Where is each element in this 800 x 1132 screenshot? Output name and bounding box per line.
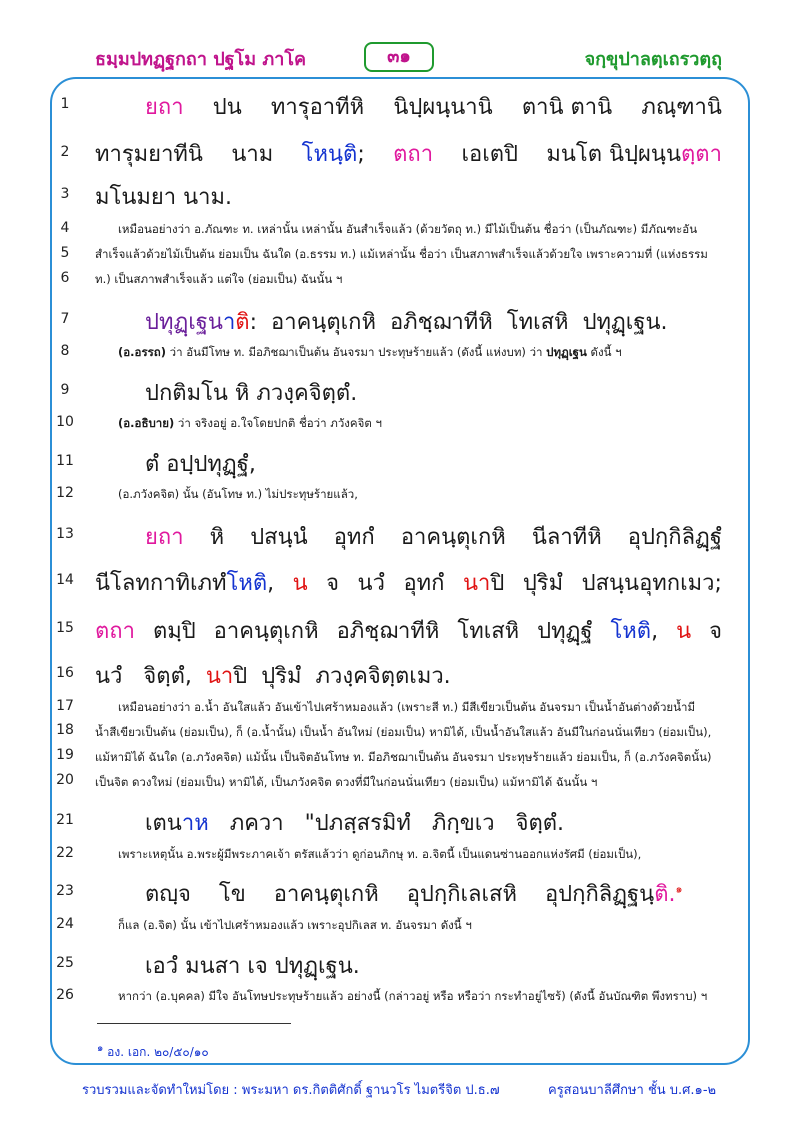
line-number: 1 <box>60 96 70 112</box>
line-number: 2 <box>60 144 70 160</box>
pali-headword: ปทุฏฺเฐน <box>145 310 223 335</box>
line-number: 18 <box>56 722 74 738</box>
pali-line-11: ตํ อปฺปทุฏฺฐํ, <box>145 452 256 477</box>
pali-word: ปทุฏฺเฐน. <box>582 310 668 335</box>
thai-line-17: เหมือนอย่างว่า อ.น้ำ อันใสแล้ว อันเข้าไปเศร้าหมองแล้ว (เพราะสี ท.) มีสีเขียวเป็นต้น อันจรมา เป็นน้ำอันต่างด้วยน้ำมี <box>118 700 696 714</box>
pali-word: เตน <box>145 811 182 836</box>
pali-line-14 <box>95 565 722 600</box>
line-number: 14 <box>56 572 74 588</box>
pali-word: ตญฺจ <box>145 882 191 907</box>
line-number: 20 <box>56 772 74 788</box>
pali-word: ปิ <box>490 571 505 596</box>
pali-line-9: ปกติมโน หิ ภวงฺคจิตฺตํ. <box>145 381 358 406</box>
pali-word: อุทกํ <box>403 571 445 596</box>
pali-word: ตถา <box>95 619 135 644</box>
footer-author: รวบรวมและจัดทำใหม่โดย : พระมหา ดร.กิตติศักดิ์ ฐานวโร ไมตรีจิต ป.ธ.๗ <box>82 1083 500 1098</box>
pali-word: อุทกํ <box>333 525 375 550</box>
pali-word: ปสนฺนอุทกเมว; <box>581 571 722 596</box>
line-number: 6 <box>60 270 70 286</box>
pali-line-7 <box>145 304 668 339</box>
pali-word-highlight: นา <box>462 571 491 596</box>
line-number: 10 <box>56 414 74 430</box>
pali-word: เอเตปิ <box>461 142 518 167</box>
line-number: 19 <box>56 747 74 763</box>
pali-word: หิ <box>209 525 225 550</box>
pali-word: นาม <box>231 142 274 167</box>
page-number: ๓๑ <box>364 42 434 72</box>
thai-text: ว่า จริงอยู่ อ.ใจโดยปกติ ชื่อว่า ภวังคจิต ฯ <box>174 416 382 430</box>
pali-word-highlight: โหนฺติ <box>301 142 358 167</box>
thai-line-8 <box>118 344 622 362</box>
line-number: 4 <box>60 220 70 236</box>
thai-line-6: ท.) เป็นสภาพสำเร็จแล้ว แต่ใจ (ย่อมเป็น) ฉันนั้น ฯ <box>95 272 343 286</box>
footnote-mark: ๑ <box>97 1043 104 1054</box>
line-number: 7 <box>60 311 70 327</box>
pali-line-16 <box>95 658 451 693</box>
pali-word: นวํ <box>357 571 385 596</box>
pali-word: อาคนฺตุเกหิ <box>213 619 319 644</box>
pali-line-23 <box>145 876 682 911</box>
pali-suffix: ติ. <box>654 882 676 907</box>
pali-word: นีลาทีหิ <box>531 525 602 550</box>
pali-word-highlight: โหติ <box>226 571 268 596</box>
pali-word: ยถา <box>145 95 184 120</box>
line-number: 11 <box>56 453 74 469</box>
pali-word: อาคนฺตุเกหิ <box>400 525 506 550</box>
line-number: 23 <box>56 883 74 899</box>
pali-word: ตมฺปิ <box>152 619 196 644</box>
pali-suffix: ตฺตา <box>681 142 722 167</box>
pali-word: ปิ <box>233 664 248 689</box>
pali-line-1 <box>145 89 722 124</box>
pali-word: อุปกฺกิเลเสหิ <box>406 882 517 907</box>
chapter-title: จกฺขุปาลตฺเถรวตฺถุ <box>584 49 722 70</box>
thai-text: ว่า อันมีโทษ ท. มีอภิชฌาเป็นต้น อันจรมา ประทุษร้ายแล้ว (ดังนี้ แห่งบท) ว่า <box>166 345 547 359</box>
pali-line-2 <box>95 136 722 171</box>
pali-word: ปุริมํ <box>522 571 564 596</box>
pali-word: นีโลทกาทิเภทํ <box>95 571 227 596</box>
line-number: 26 <box>56 987 74 1003</box>
line-number: 8 <box>60 343 70 359</box>
thai-term: ปทุฏฺเฐน <box>546 345 587 359</box>
footer-role: ครูสอนบาลีศึกษา ชั้น บ.ศ.๑-๒ <box>548 1083 717 1098</box>
pali-word: โทเสหิ <box>506 310 569 335</box>
line-number: 22 <box>56 845 74 861</box>
pali-word: ภวงฺคจิตฺตเมว. <box>315 664 451 689</box>
pali-word: โทเสหิ <box>457 619 520 644</box>
pali-word: ตานิ ตานิ <box>521 95 613 120</box>
thai-label: (อ.อรรถ) <box>118 345 167 359</box>
pali-word: อุปกฺกิลิฏฺฐํ <box>627 525 722 550</box>
thai-line-12: (อ.ภวังคจิต) นั้น (อันโทษ ท.) ไม่ประทุษร้ายแล้ว, <box>118 487 358 501</box>
pali-word: อาคนฺตุเกหิ <box>271 310 376 335</box>
pali-line-3: มโนมยา นาม. <box>95 185 232 210</box>
footnote-marker: ๑ <box>675 882 683 896</box>
punctuation: : <box>249 310 258 335</box>
line-number: 17 <box>56 698 74 714</box>
footnote <box>97 1041 209 1062</box>
thai-line-19: แม้หามิได้ ฉันใด (อ.ภวังคจิต) แม้นั้น เป็นจิตอันโทษ ท. มีอภิชฌาเป็นต้น อันจรมา ประทุษร้ายแล้ว ย่อมเป็น, ก็ (อ.ภวังคจิตนั้น) <box>95 750 712 764</box>
pali-word: ปุริมํ <box>261 664 302 689</box>
pali-word: อาคนฺตุเกหิ <box>273 882 379 907</box>
thai-line-18: น้ำสีเขียวเป็นต้น (ย่อมเป็น), ก็ (อ.น้ำนั้น) เป็นน้ำ อันใหม่ (ย่อมเป็น) หามิได้, เป็นน้ำอันใสแล้ว อันมีในก่อนนั่นเทียว (ย่อมเป็น), <box>95 725 712 739</box>
pali-word: ยถา <box>145 525 184 550</box>
pali-word-highlight: น <box>676 619 692 644</box>
line-number: 3 <box>60 186 70 202</box>
pali-word: ปทุฏฺฐํ <box>537 619 593 644</box>
pali-line-13 <box>145 519 722 554</box>
pali-word: ภควา <box>229 811 284 836</box>
pali-word: ปสนฺนํ <box>250 525 308 550</box>
thai-line-22: เพราะเหตุนั้น อ.พระผู้มีพระภาคเจ้า ตรัสแล้วว่า ดูก่อนภิกษุ ท. อ.จิตนี้ เป็นแดนซ่านออกแห่งรัศมี (ย่อมเป็น), <box>118 847 642 861</box>
pali-word: ภิกฺขเว <box>431 811 495 836</box>
footnote-text: อง. เอก. ๒๐/๕๐/๑๐ <box>103 1045 209 1059</box>
line-number: 15 <box>56 620 74 636</box>
pali-line-21 <box>145 805 564 840</box>
pali-word: ทารุอาทีหิ <box>270 95 365 120</box>
line-number: 13 <box>56 526 74 542</box>
thai-label: (อ.อธิบาย) <box>118 416 175 430</box>
line-number: 16 <box>56 665 74 681</box>
pali-word: อุปกฺกิลิฏฺฐนฺ <box>544 882 655 907</box>
pali-word: จ <box>709 619 722 644</box>
pali-word: ตถา <box>393 142 434 167</box>
line-number: 21 <box>56 812 74 828</box>
pali-word-highlight: โหติ <box>610 619 652 644</box>
thai-line-4: เหมือนอย่างว่า อ.ภัณฑะ ท. เหล่านั้น เหล่านั้น อันสำเร็จแล้ว (ด้วยวัตถุ ท.) มีไม้เป็นต้น ชื่อว่า (เป็นภัณฑะ) มีภัณฑะอัน <box>118 222 698 236</box>
punctuation: ; <box>357 142 365 167</box>
pali-word: จ <box>326 571 340 596</box>
pali-word: มนโต นิปฺผนฺน <box>546 142 682 167</box>
pali-line-25: เอวํ มนสา เจ ปทุฏฺเฐน. <box>145 954 360 979</box>
line-number: 24 <box>56 916 74 932</box>
pali-word-highlight: าห <box>181 811 209 836</box>
pali-word: นวํ <box>95 664 123 689</box>
pali-word: ปน <box>212 95 242 120</box>
thai-line-24: ก็แล (อ.จิต) นั้น เข้าไปเศร้าหมองแล้ว เพราะอุปกิเลส ท. อันจรมา ดังนี้ ฯ <box>118 918 472 932</box>
line-number: 25 <box>56 955 74 971</box>
pali-line-15 <box>95 613 722 648</box>
pali-word: ทารุมยาทีนิ <box>95 142 203 167</box>
pali-word: โข <box>218 882 246 907</box>
book-title: ธมฺมปทฏฺฐกถา ปฐโม ภาโค <box>95 49 307 70</box>
line-number: 9 <box>60 382 70 398</box>
pali-word: จิตฺตํ. <box>515 811 565 836</box>
punctuation: , <box>651 619 659 644</box>
footnote-divider <box>97 1023 291 1024</box>
thai-text: ดังนี้ ฯ <box>586 345 622 359</box>
thai-line-10 <box>118 415 382 433</box>
pali-word-highlight: นา <box>205 664 234 689</box>
pali-word: อภิชฺฌาทีหิ <box>336 619 440 644</box>
pali-headword-part: ติ <box>235 310 250 335</box>
pali-word-highlight: น <box>292 571 308 596</box>
punctuation: , <box>267 571 275 596</box>
pali-word: อภิชฺฌาทีหิ <box>389 310 493 335</box>
pali-headword-part: า <box>222 310 236 335</box>
thai-line-20: เป็นจิต ดวงใหม่ (ย่อมเป็น) หามิได้, เป็นภวังคจิต ดวงที่มีในก่อนนั่นเทียว (ย่อมเป็น) แม้หามิได้ ฉันนั้น ฯ <box>95 775 598 789</box>
thai-line-5: สำเร็จแล้วด้วยไม้เป็นต้น ย่อมเป็น ฉันใด (อ.ธรรม ท.) แม้เหล่านั้น ชื่อว่า เป็นสภาพสำเร็จแล้วด้วยใจ เพราะความที่ (แห่งธรรม <box>95 247 708 261</box>
pali-word: จิตฺตํ, <box>143 664 192 689</box>
line-number: 12 <box>56 485 74 501</box>
thai-line-26: หากว่า (อ.บุคคล) มีใจ อันโทษประทุษร้ายแล้ว อย่างนี้ (กล่าวอยู่ หรือ หรือว่า กระทำอยู่ไซร้) (ดังนี้ อันบัณฑิต พึงทราบ) ฯ <box>118 989 708 1003</box>
line-number: 5 <box>60 245 70 261</box>
pali-word: ภณฺฑานิ <box>641 95 722 120</box>
pali-word: "ปภสฺสรมิทํ <box>304 811 411 836</box>
pali-word: นิปฺผนฺนานิ <box>393 95 493 120</box>
